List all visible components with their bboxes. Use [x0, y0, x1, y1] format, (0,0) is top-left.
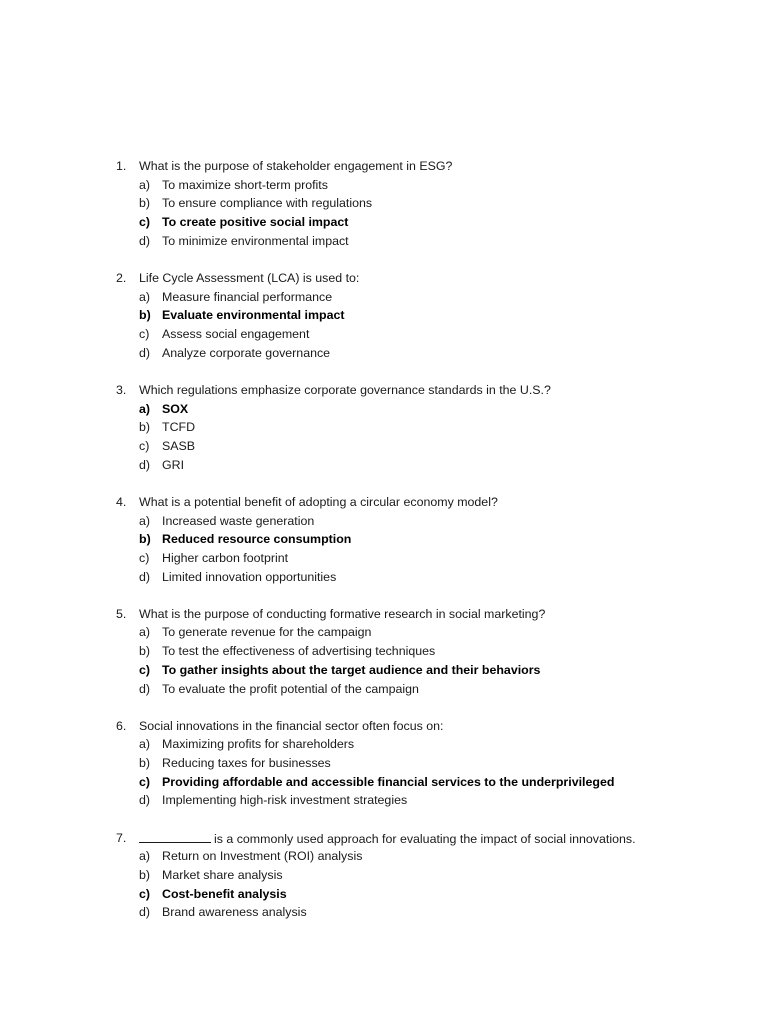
option-a: [0, 176, 768, 195]
option-c: [0, 213, 768, 232]
question-number: 7.: [116, 830, 127, 845]
option-label: a): [139, 737, 151, 752]
option-d: [0, 344, 768, 363]
option-label: b): [139, 308, 151, 323]
option-label: b): [139, 756, 151, 771]
question-text: [139, 829, 636, 849]
question-line: [0, 157, 768, 176]
option-text: Measure financial performance: [162, 289, 333, 304]
option-label: d): [139, 905, 151, 920]
option-a: [0, 623, 768, 642]
option-label: d): [139, 345, 151, 360]
question-text-content: is a commonly used approach for evaluating the impact of social innovations.: [214, 831, 636, 846]
question-4: [0, 493, 768, 586]
question-text: What is the purpose of stakeholder engagement in ESG?: [139, 159, 453, 173]
option-label: a): [139, 177, 151, 192]
question-5: [0, 605, 768, 698]
option-label: b): [139, 532, 151, 547]
option-c: [0, 885, 768, 904]
option-label: d): [139, 457, 151, 472]
question-7: [0, 829, 768, 922]
option-text: To minimize environmental impact: [162, 233, 349, 248]
option-c: [0, 325, 768, 344]
question-line: [0, 605, 768, 624]
option-label: a): [139, 849, 151, 864]
option-a: [0, 288, 768, 307]
option-text: Reduced resource consumption: [162, 532, 352, 547]
question-2: [0, 269, 768, 362]
option-list: [0, 400, 768, 475]
option-b: [0, 530, 768, 549]
option-text: Reducing taxes for businesses: [162, 756, 331, 771]
option-text: To test the effectiveness of advertising techniques: [162, 644, 436, 659]
option-b: [0, 642, 768, 661]
option-text: GRI: [162, 457, 185, 472]
option-label: c): [139, 774, 151, 789]
option-list: [0, 288, 768, 363]
option-text: To create positive social impact: [162, 215, 349, 230]
option-text: Maximizing profits for shareholders: [162, 737, 355, 752]
fill-in-blank: [139, 829, 211, 843]
question-6: [0, 717, 768, 810]
option-a: [0, 400, 768, 419]
option-text: Increased waste generation: [162, 513, 315, 528]
option-label: d): [139, 569, 151, 584]
option-label: c): [139, 662, 151, 677]
option-text: To maximize short-term profits: [162, 177, 328, 192]
option-text: Evaluate environmental impact: [162, 308, 345, 323]
question-number: 2.: [116, 270, 127, 285]
option-text: To generate revenue for the campaign: [162, 625, 372, 640]
option-d: [0, 568, 768, 587]
option-a: [0, 512, 768, 531]
question-text: What is a potential benefit of adopting a circular economy model?: [139, 494, 498, 509]
option-label: c): [139, 438, 150, 453]
question-number: 3.: [116, 382, 127, 397]
option-label: a): [139, 289, 151, 304]
option-text: Providing affordable and accessible financial services to the underprivileged: [162, 774, 615, 789]
option-label: c): [139, 886, 151, 901]
question-line: [0, 717, 768, 736]
option-label: a): [139, 401, 151, 416]
option-label: d): [139, 233, 151, 248]
option-label: d): [139, 681, 151, 696]
question-number: 5.: [116, 606, 127, 621]
option-text: Analyze corporate governance: [162, 345, 331, 360]
option-text: Limited innovation opportunities: [162, 569, 337, 584]
option-text: SASB: [162, 438, 196, 453]
option-text: To ensure compliance with regulations: [162, 196, 373, 211]
option-label: b): [139, 868, 151, 882]
option-c: [0, 773, 768, 792]
option-text: Implementing high-risk investment strategies: [162, 793, 408, 808]
option-d: [0, 232, 768, 251]
option-d: [0, 903, 768, 922]
option-text: SOX: [162, 401, 189, 416]
question-number: 6.: [116, 718, 127, 733]
question-text: What is the purpose of conducting formative research in social marketing?: [139, 606, 546, 621]
option-label: a): [139, 513, 151, 528]
question-list: [0, 157, 768, 941]
option-d: [0, 791, 768, 810]
question-line: [0, 829, 768, 848]
question-text: Which regulations emphasize corporate governance standards in the U.S.?: [139, 382, 551, 397]
option-text: TCFD: [162, 420, 196, 435]
question-text: Life Cycle Assessment (LCA) is used to:: [139, 270, 360, 285]
question-number: 4.: [116, 494, 127, 509]
option-text: Assess social engagement: [162, 327, 310, 341]
option-text: Market share analysis: [162, 868, 283, 882]
option-list: [0, 623, 768, 698]
question-1: [0, 157, 768, 250]
option-label: b): [139, 644, 151, 659]
option-label: c): [139, 327, 150, 341]
option-label: c): [139, 215, 151, 230]
option-d: [0, 456, 768, 475]
option-label: d): [139, 793, 151, 808]
option-list: [0, 176, 768, 251]
option-text: To evaluate the profit potential of the campaign: [162, 681, 419, 696]
option-list: [0, 847, 768, 922]
option-list: [0, 735, 768, 810]
question-line: [0, 269, 768, 288]
option-c: [0, 661, 768, 680]
option-text: Return on Investment (ROI) analysis: [162, 849, 363, 864]
option-b: [0, 754, 768, 773]
option-label: b): [139, 196, 151, 211]
option-text: Brand awareness analysis: [162, 905, 307, 920]
option-c: [0, 549, 768, 568]
question-text: Social innovations in the financial sector often focus on:: [139, 718, 444, 733]
option-a: [0, 735, 768, 754]
question-line: [0, 493, 768, 512]
option-label: b): [139, 420, 151, 435]
option-label: c): [139, 550, 150, 565]
option-label: a): [139, 625, 151, 640]
option-b: [0, 194, 768, 213]
option-c: [0, 437, 768, 456]
question-line: [0, 381, 768, 400]
option-d: [0, 680, 768, 699]
option-text: Cost-benefit analysis: [162, 886, 287, 901]
option-text: To gather insights about the target audience and their behaviors: [162, 662, 541, 677]
option-b: [0, 306, 768, 325]
option-a: [0, 847, 768, 866]
option-list: [0, 512, 768, 587]
option-text: Higher carbon footprint: [162, 550, 289, 565]
option-b: [0, 866, 768, 885]
question-3: [0, 381, 768, 474]
option-b: [0, 418, 768, 437]
question-number: 1.: [116, 159, 127, 173]
